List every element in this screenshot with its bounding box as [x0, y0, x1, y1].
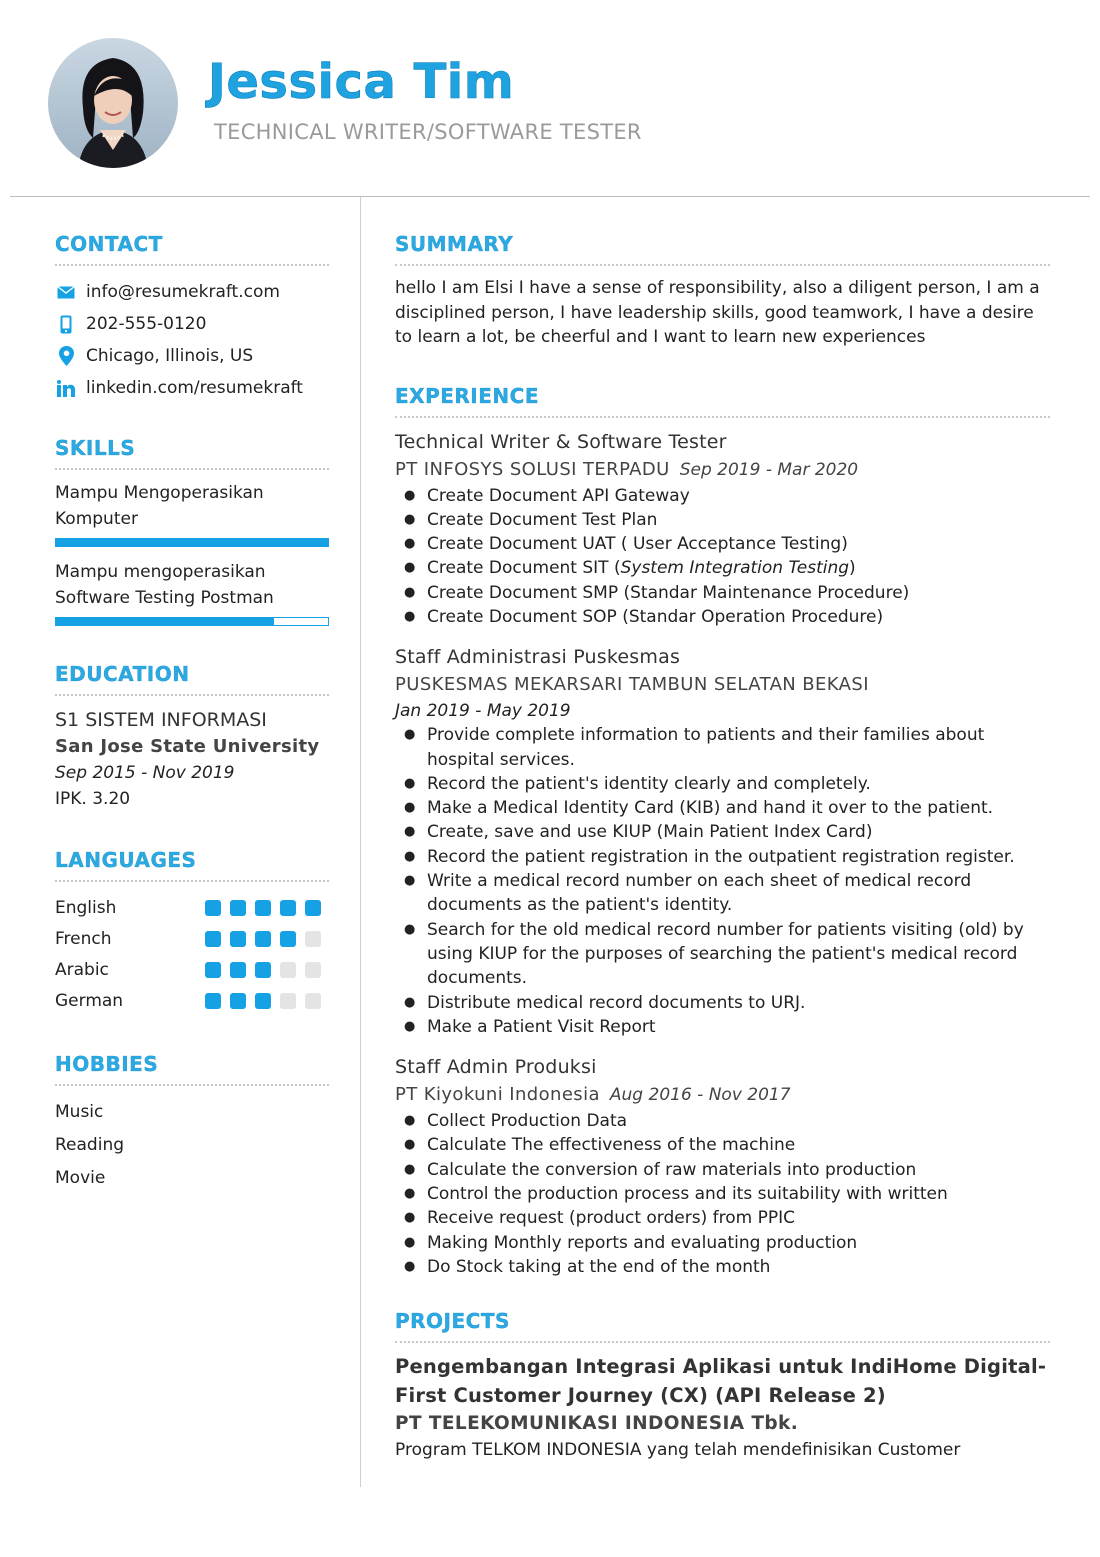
duty-item: ● Provide complete information to patients and their families about hospital services.	[395, 723, 1050, 772]
candidate-title: TECHNICAL WRITER/SOFTWARE TESTER	[214, 120, 642, 144]
section-divider	[55, 880, 329, 882]
duty-item: ● Calculate the conversion of raw materials into production	[395, 1158, 1050, 1182]
contact-heading: CONTACT	[55, 232, 163, 256]
language-name: French	[55, 928, 112, 949]
duty-item: ● Make a Medical Identity Card (KIB) and hand it over to the patient.	[395, 796, 1050, 820]
section-divider	[55, 264, 329, 266]
contact-location	[55, 340, 329, 372]
duty-item: ● Making Monthly reports and evaluating production	[395, 1231, 1050, 1255]
job-company: PT INFOSYS SOLUSI TERPADU	[395, 458, 670, 480]
envelope-icon	[55, 281, 77, 303]
mobile-phone-icon	[55, 313, 77, 335]
job-title: Technical Writer & Software Tester	[395, 430, 727, 453]
header-divider	[10, 196, 1090, 197]
duty-item: ● Search for the old medical record number for patients visiting (old) by using KIUP for the purposes of searching the patient's medical record documents.	[395, 918, 1050, 991]
left-column	[55, 230, 329, 1195]
education-heading: EDUCATION	[55, 662, 190, 686]
duty-item: ● Collect Production Data	[395, 1109, 1050, 1133]
section-divider	[395, 416, 1050, 418]
duty-item: ● Record the patient registration in the outpatient registration register.	[395, 845, 1050, 869]
right-column	[395, 230, 1050, 1462]
job-duties	[395, 1109, 1050, 1279]
duty-item: ● Create Document UAT ( User Acceptance Testing)	[395, 532, 1050, 556]
job-entry	[395, 428, 1050, 630]
skill-name: Mampu mengoperasikan Software Testing Postman	[55, 562, 274, 608]
job-duties	[395, 484, 1050, 630]
duty-item: ● Create Document API Gateway	[395, 484, 1050, 508]
job-dates: Jan 2019 - May 2019	[395, 701, 571, 722]
language-level-rating	[205, 962, 321, 978]
location-pin-icon	[55, 345, 77, 367]
contact-email	[55, 276, 329, 308]
education-school: San Jose State University	[55, 736, 320, 757]
skill-level-fill	[56, 539, 328, 546]
rating-dot-filled	[280, 931, 296, 947]
duty-item: ● Create Document SMP (Standar Maintenance Procedure)	[395, 581, 1050, 605]
section-divider	[395, 1341, 1050, 1343]
duty-item: ● Receive request (product orders) from PPIC	[395, 1206, 1050, 1230]
language-row	[55, 923, 329, 954]
languages-section	[55, 846, 329, 1016]
rating-dot-filled	[230, 993, 246, 1009]
rating-dot-filled	[230, 962, 246, 978]
rating-dot-empty	[280, 993, 296, 1009]
duty-item: ● Calculate The effectiveness of the machine	[395, 1133, 1050, 1157]
rating-dot-filled	[205, 962, 221, 978]
section-divider	[55, 1084, 329, 1086]
rating-dot-filled	[230, 900, 246, 916]
duty-item: ● Control the production process and its suitability with written	[395, 1182, 1050, 1206]
language-name: English	[55, 897, 117, 918]
projects-section	[395, 1307, 1050, 1462]
rating-dot-filled	[255, 900, 271, 916]
duty-item: ● Create Document Test Plan	[395, 508, 1050, 532]
contact-linkedin-text[interactable]: linkedin.com/resumekraft	[86, 378, 303, 398]
contact-phone	[55, 308, 329, 340]
summary-section	[395, 230, 1050, 350]
project-description: Program TELKOM INDONESIA yang telah mendefinisikan Customer	[395, 1440, 961, 1461]
rating-dot-filled	[255, 962, 271, 978]
job-company: PT Kiyokuni Indonesia	[395, 1084, 600, 1106]
duty-item: ● Make a Patient Visit Report	[395, 1015, 1050, 1039]
languages-heading: LANGUAGES	[55, 848, 197, 872]
skills-heading: SKILLS	[55, 436, 136, 460]
duty-item: ● Create Document SOP (Standar Operation Procedure)	[395, 605, 1050, 629]
job-dates: Sep 2019 - Mar 2020	[679, 459, 859, 480]
rating-dot-empty	[305, 931, 321, 947]
section-divider	[395, 264, 1050, 266]
contact-section	[55, 230, 329, 404]
summary-text: hello I am Elsi I have a sense of responsibility, also a diligent person, I am a disciplined person, I have leadership skills, good teamwork, I have a desire to learn a lot, be cheerful and I want to learn new experiences	[395, 278, 1040, 347]
rating-dot-filled	[255, 993, 271, 1009]
contact-linkedin	[55, 372, 329, 404]
job-title: Staff Admin Produksi	[395, 1056, 597, 1079]
hobbies-heading: HOBBIES	[55, 1052, 159, 1076]
hobbies-section	[55, 1050, 329, 1195]
job-company-line	[395, 456, 1050, 484]
rating-dot-filled	[205, 931, 221, 947]
section-divider	[55, 468, 329, 470]
contact-phone-text: 202-555-0120	[86, 314, 207, 334]
projects-heading: PROJECTS	[395, 1309, 510, 1334]
job-company: PUSKESMAS MEKARSARI TAMBUN SELATAN BEKASI	[395, 674, 869, 696]
rating-dot-filled	[205, 993, 221, 1009]
summary-heading: SUMMARY	[395, 232, 514, 256]
education-dates: Sep 2015 - Nov 2019	[55, 763, 235, 783]
skill-level-fill	[56, 618, 274, 625]
education-section	[55, 660, 329, 812]
hobby-item: Music	[55, 1102, 104, 1122]
skill-level-bar	[55, 538, 329, 547]
job-entry	[395, 1053, 1050, 1279]
project-title: Pengembangan Integrasi Aplikasi untuk IndiHome Digital-First Customer Journey (CX) (API Release 2)	[395, 1355, 1047, 1407]
rating-dot-empty	[305, 962, 321, 978]
languages-list	[55, 892, 329, 1016]
language-level-rating	[205, 900, 321, 916]
skill-level-bar	[55, 617, 329, 626]
job-dates: Aug 2016 - Nov 2017	[609, 1085, 791, 1106]
language-row	[55, 954, 329, 985]
language-level-rating	[205, 931, 321, 947]
contact-email-text[interactable]: info@resumekraft.com	[86, 282, 280, 302]
experience-section	[395, 382, 1050, 1280]
column-divider	[360, 197, 361, 1487]
education-gpa: IPK. 3.20	[55, 789, 131, 809]
rating-dot-filled	[205, 900, 221, 916]
project-company: PT TELEKOMUNIKASI INDONESIA Tbk.	[395, 1413, 799, 1435]
skills-section	[55, 434, 329, 626]
experience-heading: EXPERIENCE	[395, 383, 539, 408]
job-company-line	[395, 1081, 1050, 1109]
duty-item: ● Create Document SIT (System Integration Testing)	[395, 556, 1050, 580]
language-row	[55, 985, 329, 1016]
job-duties	[395, 723, 1050, 1039]
duty-item: ● Create, save and use KIUP (Main Patient Index Card)	[395, 820, 1050, 844]
duty-item: ● Distribute medical record documents to URJ.	[395, 991, 1050, 1015]
linkedin-icon	[55, 377, 77, 399]
skill-name: Mampu Mengoperasikan Komputer	[55, 483, 264, 529]
job-title: Staff Administrasi Puskesmas	[395, 646, 681, 669]
hobby-item: Reading	[55, 1135, 125, 1155]
profile-photo	[48, 38, 178, 168]
education-degree: S1 SISTEM INFORMASI	[55, 709, 267, 731]
duty-item: ● Do Stock taking at the end of the month	[395, 1255, 1050, 1279]
language-name: German	[55, 990, 124, 1011]
section-divider	[55, 694, 329, 696]
language-level-rating	[205, 993, 321, 1009]
job-entry	[395, 643, 1050, 1039]
rating-dot-empty	[280, 962, 296, 978]
language-row	[55, 892, 329, 923]
rating-dot-filled	[280, 900, 296, 916]
duty-item: ● Record the patient's identity clearly and completely.	[395, 772, 1050, 796]
language-name: Arabic	[55, 959, 109, 980]
rating-dot-filled	[305, 900, 321, 916]
rating-dot-filled	[230, 931, 246, 947]
contact-location-text: Chicago, Illinois, US	[86, 346, 254, 366]
hobby-item: Movie	[55, 1168, 106, 1188]
duty-item: ● Write a medical record number on each sheet of medical record documents as the patient's identity.	[395, 869, 1050, 918]
candidate-name: Jessica Tim	[208, 54, 515, 110]
rating-dot-filled	[255, 931, 271, 947]
rating-dot-empty	[305, 993, 321, 1009]
